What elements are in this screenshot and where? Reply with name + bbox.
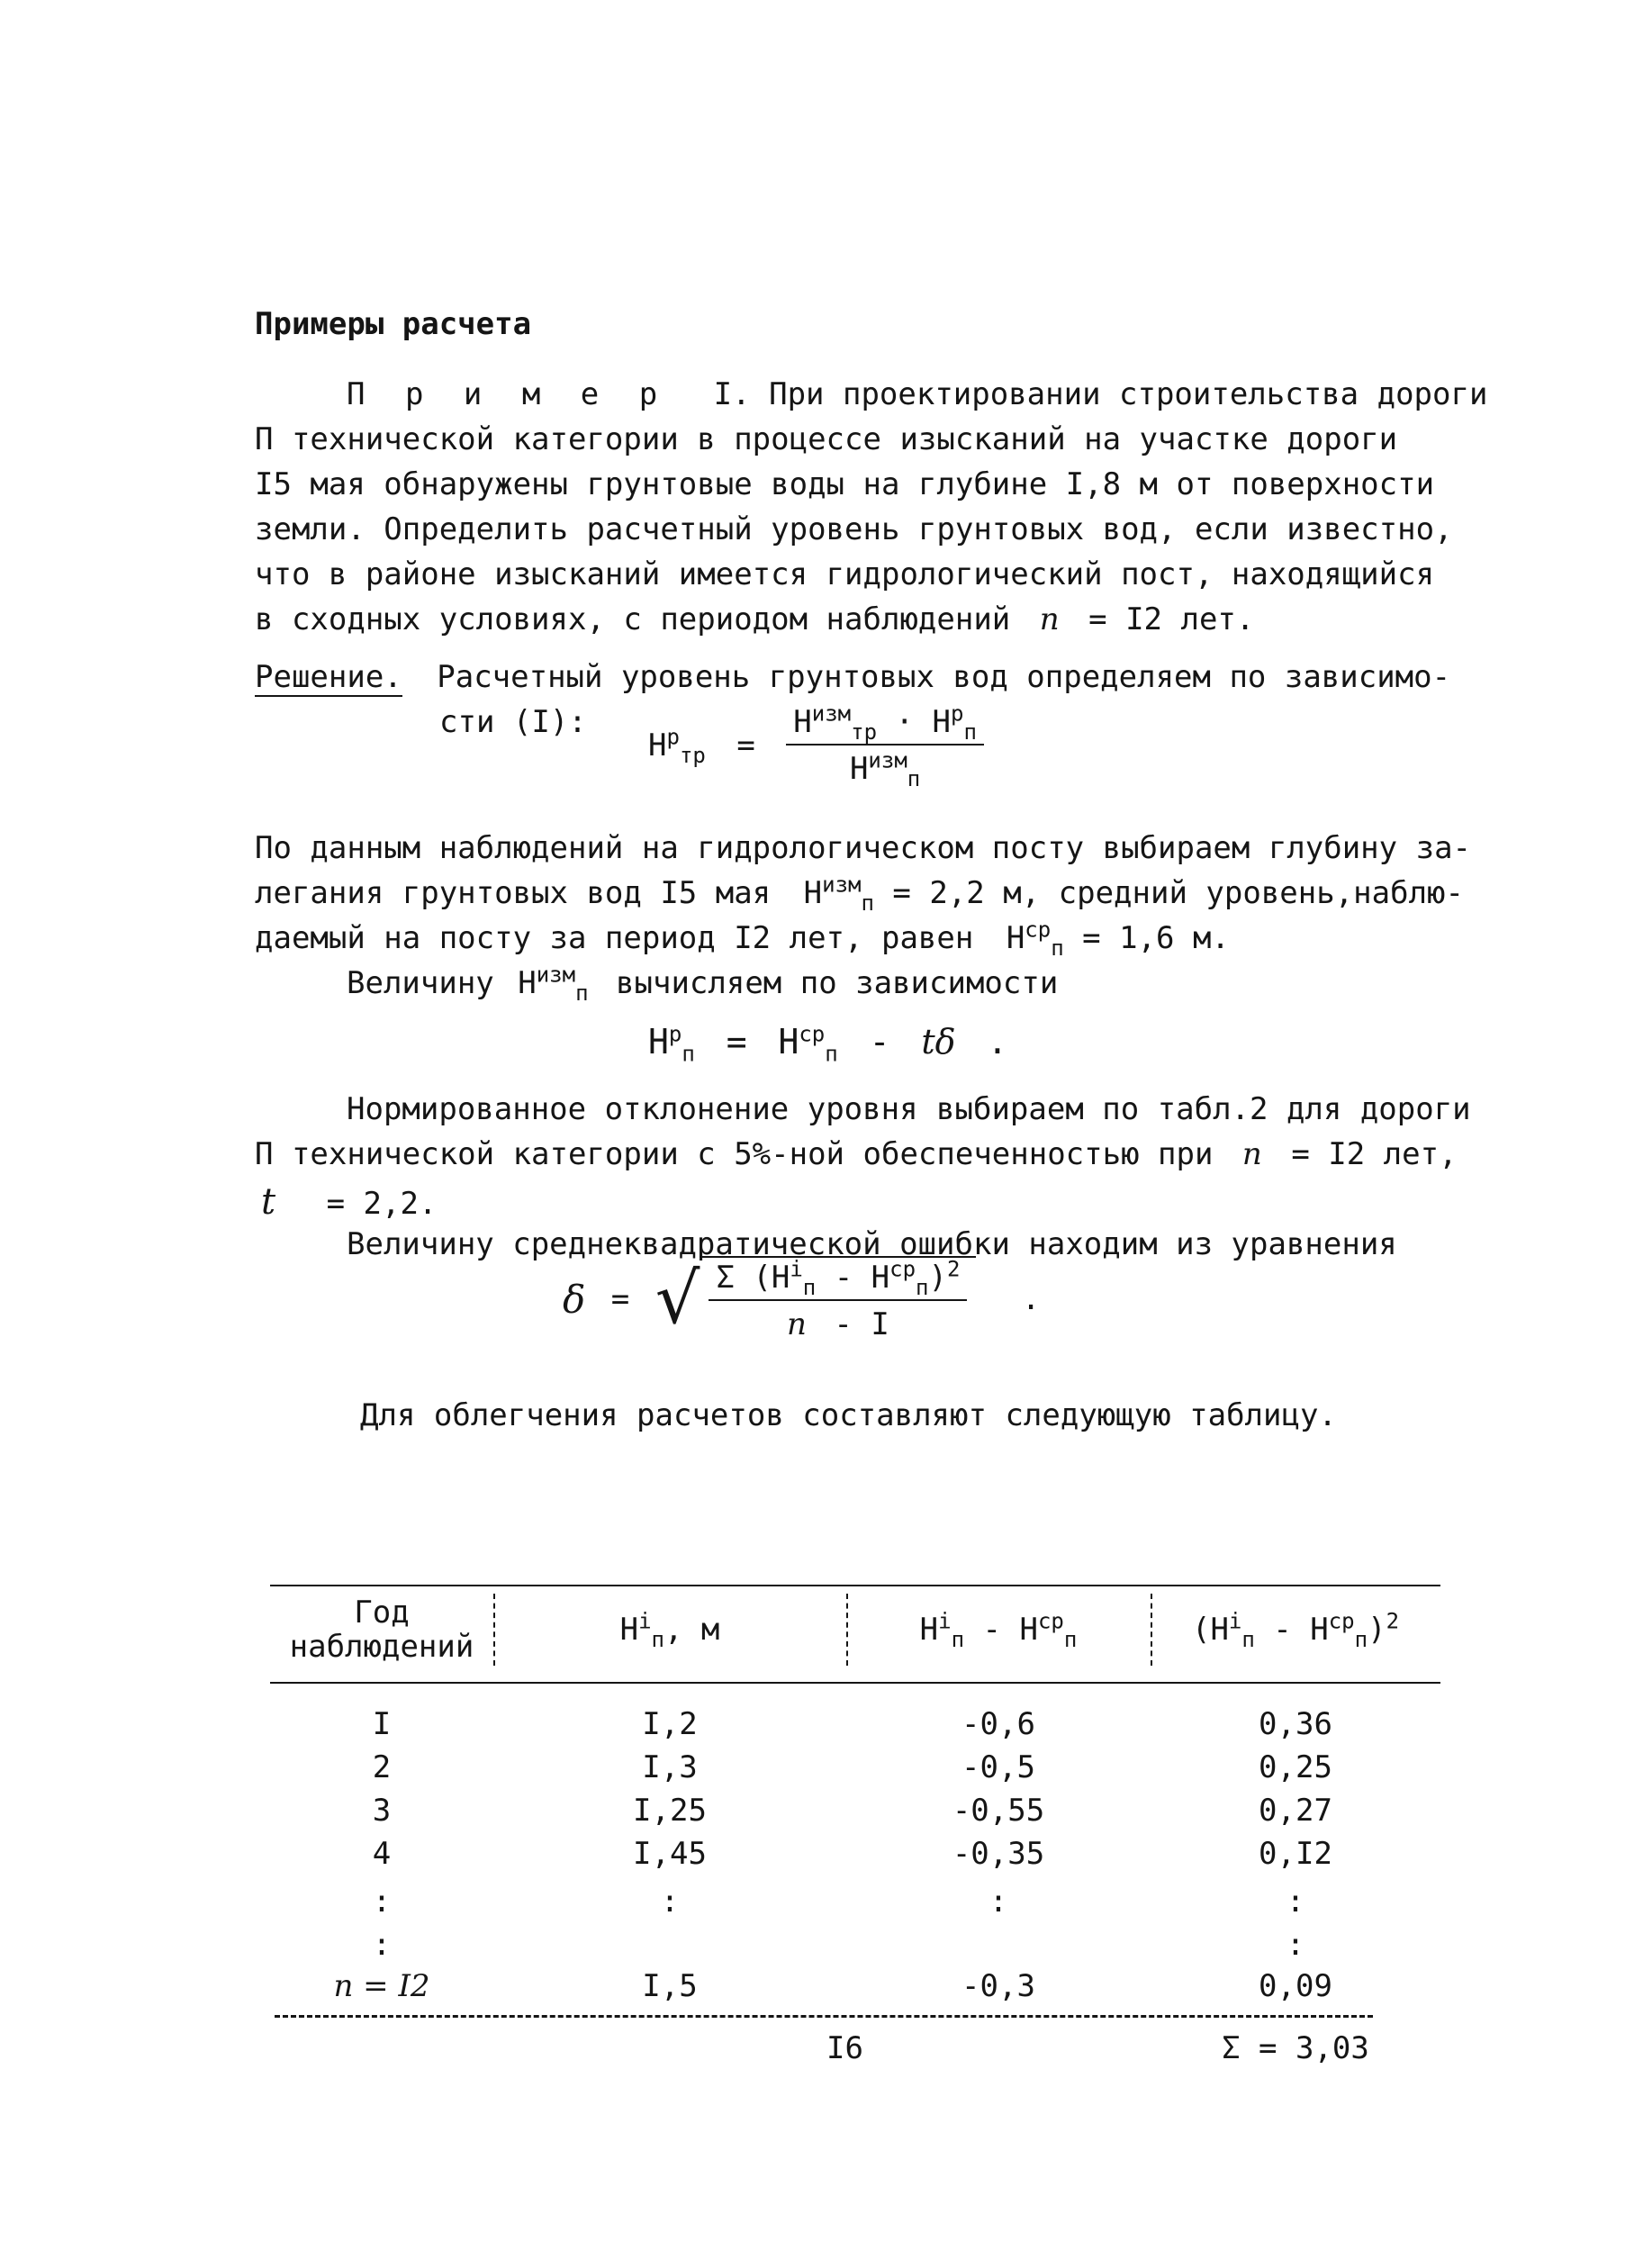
table-header-level: $H^i_п$, м <box>619 1608 720 1652</box>
para2-line-2: легания грунтовых вод I5 мая $H^{изм}_п = 2,2$ м, средний уровень,наблю- <box>255 872 1464 916</box>
solution-line-1 <box>255 659 1450 695</box>
para3-line-3: t = 2,2. <box>261 1181 438 1223</box>
example-line-5: что в районе изысканий имеется гидрологический пост, находящийся <box>255 556 1435 592</box>
example-line-6 <box>255 601 1254 637</box>
equals-sign: = <box>736 727 755 764</box>
table-header-year: Год наблюдений <box>289 1595 474 1665</box>
example-line-3: I5 мая обнаружены грунтовые воды на глубине I,8 м от поверхности <box>255 466 1435 502</box>
sqrt-body: $\frac{\Sigma (H^i_п - H^{ср}_п)^2}{n - I}$ <box>700 1256 976 1342</box>
example-line-6-end: = I2 лет. <box>1088 601 1255 637</box>
solution-text: Расчетный уровень грунтовых вод определяем по зависимо- <box>437 659 1451 695</box>
para4: Для облегчения расчетов составляют следующую таблицу. <box>360 1397 1337 1433</box>
n-symbol: n <box>1039 601 1060 637</box>
example-label: П р и м е р <box>347 376 669 412</box>
table-header-deviation: $H^i_п - H^{ср}_п$ <box>919 1608 1078 1652</box>
formula-1-fraction <box>786 700 984 791</box>
para3-line-1: Нормированное отклонение уровня выбираем по табл.2 для дороги <box>347 1091 1471 1127</box>
page-number: I6 <box>826 2030 863 2066</box>
example-line-2: П технической категории в процессе изысканий на участке дороги <box>255 421 1398 457</box>
formula-3: δ = √ $\frac{\Sigma (H^i_п - H^{ср}_п)^2}{n - I}$ . <box>563 1256 1041 1342</box>
formula-1-denominator: $H^{изм}_п$ <box>849 747 921 791</box>
example-line-1 <box>347 376 1487 412</box>
example-number: I. <box>713 376 751 412</box>
example-line-4: земли. Определить расчетный уровень грунтовых вод, если известно, <box>255 511 1453 547</box>
formula-1-numerator: $H^{изм}_{тр} \cdot H^р_п$ <box>786 704 984 745</box>
para2-line-3: даемый на посту за период I2 лет, равен $H^{ср}_п = 1,6$ м. <box>255 917 1230 961</box>
solution-label: Решение. <box>255 659 402 695</box>
example-line-6-text: в сходных условиях, с периодом наблюдений <box>255 601 1011 637</box>
formula-1-lhs: $H^р_{тр}$ <box>648 724 706 768</box>
para3-line-2: П технической категории с 5%-ной обеспеченностью при n = I2 лет, <box>255 1136 1458 1172</box>
formula-2: $H^р_п = H^{ср}_п - t\delta$ . <box>648 1021 1008 1067</box>
table-header-squared: $(H^i_п - H^{ср}_п)^2$ <box>1191 1608 1400 1652</box>
para3-line-4: Величину среднеквадратической ошибки находим из уравнения <box>347 1226 1397 1262</box>
table-header-rule <box>270 1682 1440 1684</box>
table-top-rule <box>270 1585 1440 1586</box>
para2-line-1: По данным наблюдений на гидрологическом посту выбираем глубину за- <box>255 830 1472 866</box>
example-text: При проектировании строительства дороги <box>769 376 1488 412</box>
para2-line-4: Величину $H^{изм}_п$ вычисляем по зависимости <box>347 962 1059 1006</box>
heading: Примеры расчета <box>255 306 532 342</box>
table-bottom-rule <box>275 2015 1373 2018</box>
formula-1 <box>648 700 984 791</box>
solution-line-2: сти (I): <box>439 704 587 740</box>
table-sum: Σ = 3,03 <box>1222 2030 1369 2066</box>
